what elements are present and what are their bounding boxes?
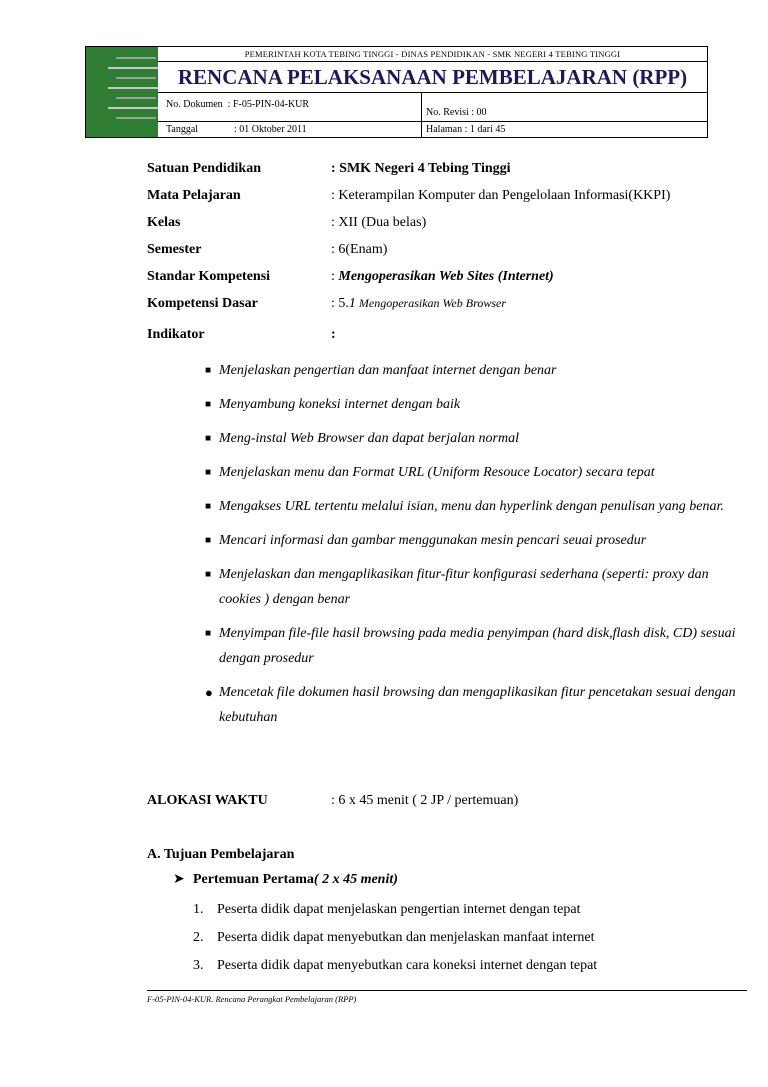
bullet-icon: ■	[205, 535, 212, 546]
bullet-icon: ■	[205, 433, 212, 444]
header-agency: PEMERINTAH KOTA TEBING TINGGI - DINAS PENDIDIKAN - SMK NEGERI 4 TEBING TINGGI	[158, 47, 707, 62]
bullet-icon: ■	[205, 467, 212, 478]
pertemuan-heading: ➤ Pertemuan Pertama( 2 x 45 menit)	[173, 867, 398, 892]
doc-number: No. Dokumen : F-05-PIN-04-KUR	[158, 93, 422, 121]
list-item: ■ Mencari informasi dan gambar menggunakan mesin pencari seuai prosedur	[205, 528, 745, 553]
page-footer: F-05-PIN-04-KUR. Rencana Perangkat Pembelajaran (RPP)	[147, 994, 357, 1004]
identity-section	[147, 155, 747, 348]
bullet-icon: ■	[205, 628, 212, 639]
objective-list	[193, 897, 597, 981]
list-item: ■ Menyambung koneksi internet dengan baik	[205, 392, 745, 417]
list-item: ■ Menjelaskan menu dan Format URL (Uniform Resouce Locator) secara tepat	[205, 460, 745, 485]
list-item: ■ Menjelaskan pengertian dan manfaat internet dengan benar	[205, 358, 745, 383]
list-item: ■ Menjelaskan dan mengaplikasikan fitur-fitur konfigurasi sederhana (seperti: proxy dan cookies ) dengan benar	[205, 562, 745, 612]
bullet-icon: ■	[205, 569, 212, 580]
revision-number: No. Revisi : 00	[426, 107, 487, 118]
info-indikator: Indikator :	[147, 327, 336, 342]
info-kelas: Kelas : XII (Dua belas)	[147, 215, 427, 230]
list-item: 2. Peserta didik dapat menyebutkan dan menjelaskan manfaat internet	[193, 930, 595, 945]
bullet-icon: ■	[205, 501, 212, 512]
list-item: 1. Peserta didik dapat menjelaskan pengertian internet dengan tepat	[193, 902, 581, 917]
info-mapel: Mata Pelajaran : Keterampilan Komputer dan Pengelolaan Informasi(KKPI)	[147, 188, 671, 203]
info-satuan: Satuan Pendidikan : SMK Negeri 4 Tebing Tinggi	[147, 161, 511, 176]
page-count: Halaman : 1 dari 45	[426, 124, 506, 135]
footer-divider	[147, 990, 747, 991]
list-item: ■ Mengakses URL tertentu melalui isian, menu dan hyperlink dengan penulisan yang benar.	[205, 494, 745, 519]
bullet-icon: ■	[205, 365, 212, 376]
list-item: ■ Menyimpan file-file hasil browsing pada media penyimpan (hard disk,flash disk, CD) sesuai dengan prosedur	[205, 621, 745, 671]
section-title: A. Tujuan Pembelajaran	[147, 847, 295, 862]
alokasi-waktu: ALOKASI WAKTU : 6 x 45 menit ( 2 JP / pertemuan)	[147, 793, 519, 808]
doc-date: Tanggal : 01 Oktober 2011	[158, 122, 422, 138]
list-item: 3. Peserta didik dapat menyebutkan cara koneksi internet dengan tepat	[193, 958, 598, 973]
list-item: ■ Meng-instal Web Browser dan dapat berjalan normal	[205, 426, 745, 451]
list-item: ● Mencetak file dokumen hasil browsing dan mengaplikasikan fitur pencetakan sesuai dengan kebutuhan	[205, 680, 745, 730]
document-header	[85, 46, 708, 138]
bullet-icon: ●	[205, 685, 213, 700]
arrow-bullet-icon: ➤	[173, 872, 185, 887]
info-kompetensi-dasar: Kompetensi Dasar : 5.1 Mengoperasikan Web Browser	[147, 296, 506, 311]
header-title: RENCANA PELAKSANAAN PEMBELAJARAN (RPP)	[158, 62, 707, 93]
school-logo	[86, 47, 158, 137]
bullet-icon: ■	[205, 399, 212, 410]
indicator-list	[205, 358, 745, 739]
info-standar-kompetensi: Standar Kompetensi : Mengoperasikan Web Sites (Internet)	[147, 269, 554, 284]
info-semester: Semester : 6(Enam)	[147, 242, 388, 257]
